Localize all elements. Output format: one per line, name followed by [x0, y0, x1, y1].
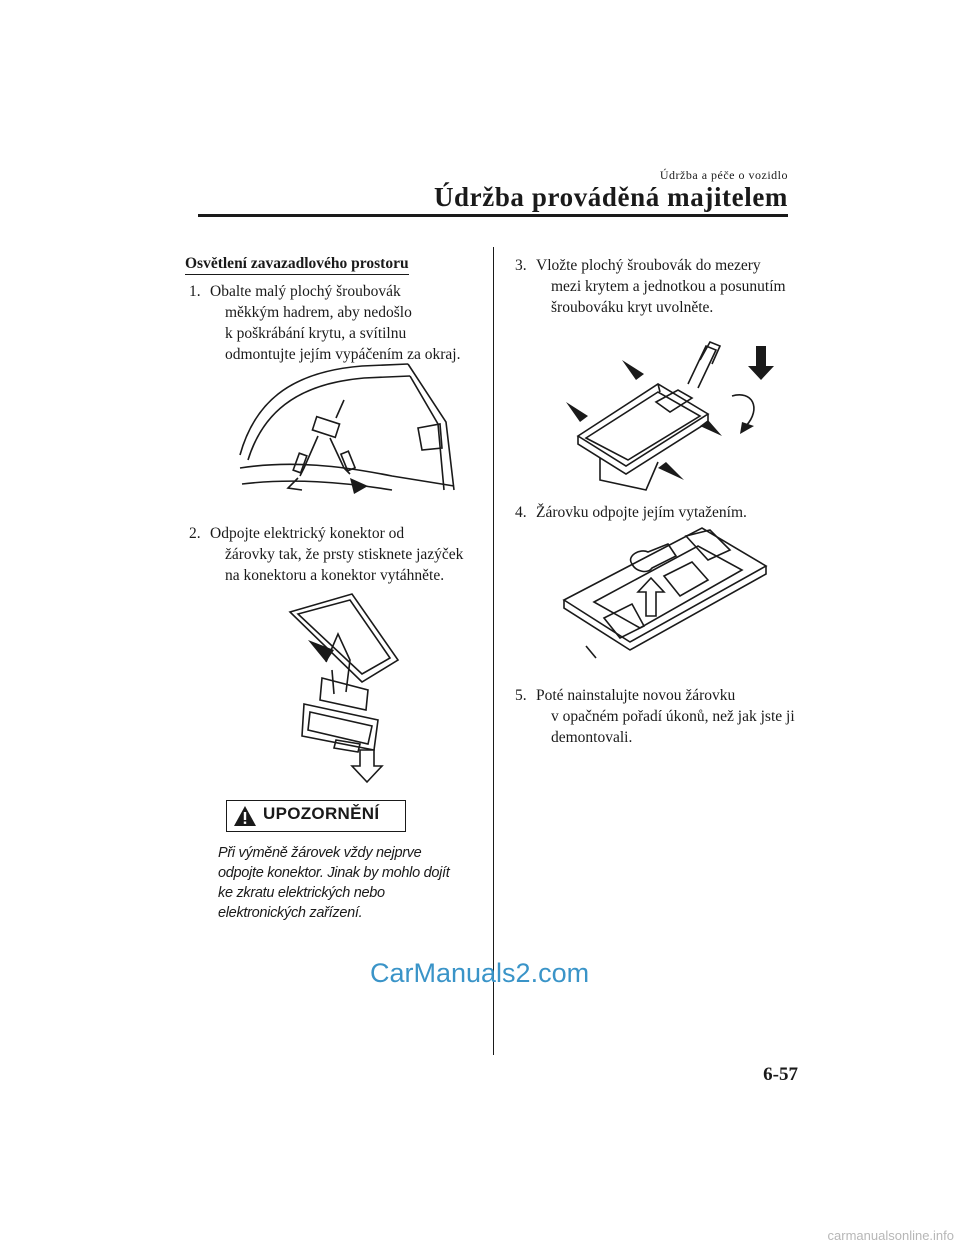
- step-line: šroubováku kryt uvolněte.: [551, 299, 714, 316]
- step-line: měkkým hadrem, aby nedošlo: [225, 304, 412, 321]
- column-divider: [493, 247, 494, 1055]
- figure-connector-disconnect: [282, 590, 422, 785]
- step-line: demontovali.: [551, 729, 633, 746]
- step-number: 5.: [515, 687, 527, 704]
- warning-triangle-icon: [233, 805, 257, 827]
- figure-cover-release: [560, 340, 780, 500]
- chapter-subtitle: Údržba a péče o vozidlo: [659, 168, 788, 182]
- caution-line: elektronických zařízení.: [218, 905, 363, 921]
- caution-box: [226, 800, 406, 832]
- caution-label: UPOZORNĚNÍ: [263, 804, 380, 823]
- step-line: na konektoru a konektor vytáhněte.: [225, 567, 445, 584]
- step-number: 2.: [189, 525, 201, 542]
- step-line: Obalte malý plochý šroubovák: [210, 283, 401, 300]
- step-3: [515, 255, 786, 318]
- step-number: 3.: [515, 257, 527, 274]
- step-line: Odpojte elektrický konektor od: [210, 525, 405, 542]
- step-number: 4.: [515, 504, 527, 521]
- page-number: 6-57: [763, 1064, 798, 1085]
- step-4: [515, 502, 747, 523]
- caution-line: ke zkratu elektrických nebo: [218, 885, 385, 901]
- caution-line: odpojte konektor. Jinak by mohlo dojít: [218, 865, 450, 881]
- caution-line: Při výměně žárovek vždy nejprve: [218, 845, 422, 861]
- step-line: v opačném pořadí úkonů, než jak jste ji: [551, 708, 795, 725]
- footer-site: carmanualsonline.info: [827, 1228, 954, 1243]
- step-number: 1.: [189, 283, 201, 300]
- watermark: CarManuals2.com: [370, 958, 590, 988]
- chapter-title: Údržba prováděná majitelem: [433, 182, 788, 212]
- step-line: mezi krytem a jednotkou a posunutím: [551, 278, 786, 295]
- step-2: [189, 523, 463, 586]
- step-line: Vložte plochý šroubovák do mezery: [536, 257, 761, 274]
- step-1: [189, 281, 460, 365]
- step-5: [515, 685, 795, 748]
- step-line: k poškrábání krytu, a svítilnu: [225, 325, 407, 342]
- section-heading: Osvětlení zavazadlového prostoru: [185, 255, 409, 275]
- caution-text: [218, 843, 478, 923]
- figure-lamp-pry-out: [232, 360, 462, 500]
- step-line: Poté nainstalujte novou žárovku: [536, 687, 736, 704]
- step-line: odmontujte jejím vypáčením za okraj.: [225, 346, 461, 363]
- step-line: žárovky tak, že prsty stisknete jazýček: [225, 546, 464, 563]
- figure-bulb-removal: [560, 522, 770, 662]
- step-line: Žárovku odpojte jejím vytažením.: [536, 504, 747, 521]
- header-divider: [198, 214, 788, 217]
